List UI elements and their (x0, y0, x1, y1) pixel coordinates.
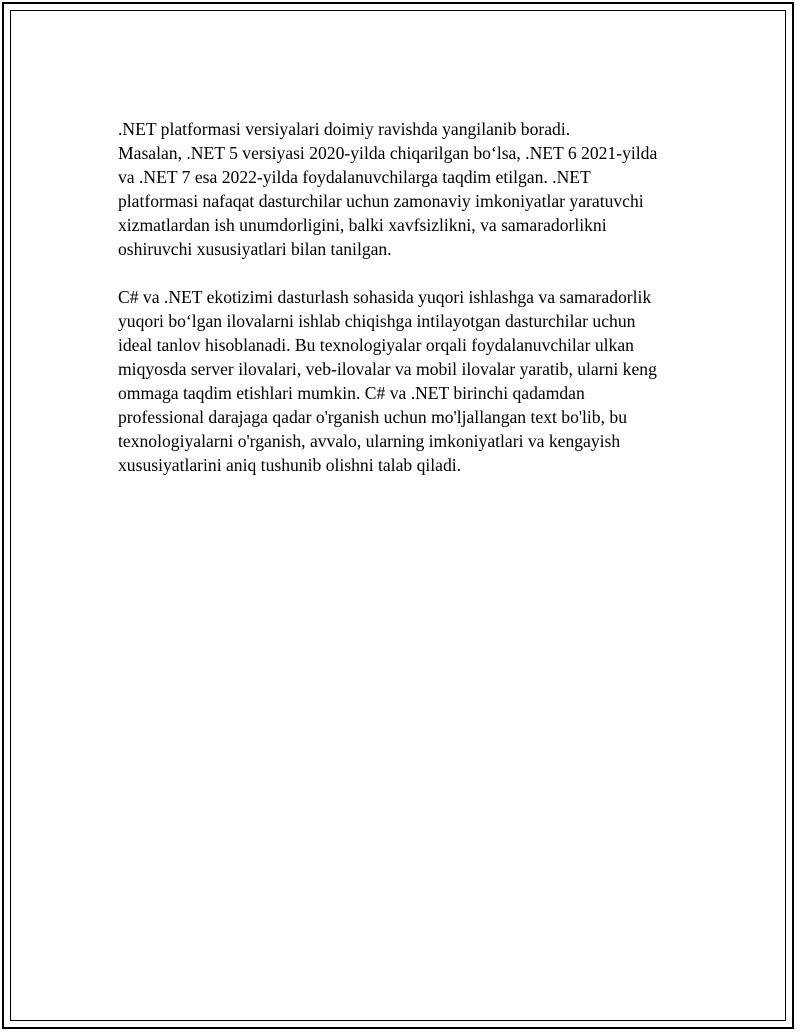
text-line: ideal tanlov hisoblanadi. Bu texnologiyalar orqali foydalanuvchilar ulkan (118, 335, 634, 355)
text-line: oshiruvchi xususiyatlari bilan tanilgan. (118, 239, 392, 259)
text-line: xizmatlardan ish unumdorligini, balki xavfsizlikni, va samaradorlikni (118, 215, 607, 235)
text-line: texnologiyalarni o'rganish, avvalo, ularning imkoniyatlari va kengayish (118, 431, 621, 451)
text-line: ommaga taqdim etishlari mumkin. C# va .NET birinchi qadamdan (118, 383, 585, 403)
text-line: xususiyatlarini aniq tushunib olishni talab qiladi. (118, 455, 462, 475)
text-line: Masalan, .NET 5 versiyasi 2020-yilda chiqarilgan bo‘lsa, .NET 6 2021-yilda (118, 143, 658, 163)
text-line: professional darajaga qadar o'rganish uchun mo'ljallangan text bo'lib, bu (118, 407, 627, 427)
text-line: C# va .NET ekotizimi dasturlash sohasida yuqori ishlashga va samaradorlik (118, 287, 652, 307)
text-line: miqyosda server ilovalari, veb-ilovalar va mobil ilovalar yaratib, ularni keng (118, 359, 657, 379)
text-line: va .NET 7 esa 2022-yilda foydalanuvchilarga taqdim etilgan. .NET (118, 167, 591, 187)
document-body (118, 117, 708, 501)
text-line: yuqori bo‘lgan ilovalarni ishlab chiqishga intilayotgan dasturchilar uchun (118, 311, 636, 331)
text-line: platformasi nafaqat dasturchilar uchun zamonaviy imkoniyatlar yaratuvchi (118, 191, 644, 211)
text-line: .NET platformasi versiyalari doimiy ravishda yangilanib boradi. (118, 119, 571, 139)
paragraph-1 (118, 117, 708, 261)
paragraph-2 (118, 285, 708, 477)
